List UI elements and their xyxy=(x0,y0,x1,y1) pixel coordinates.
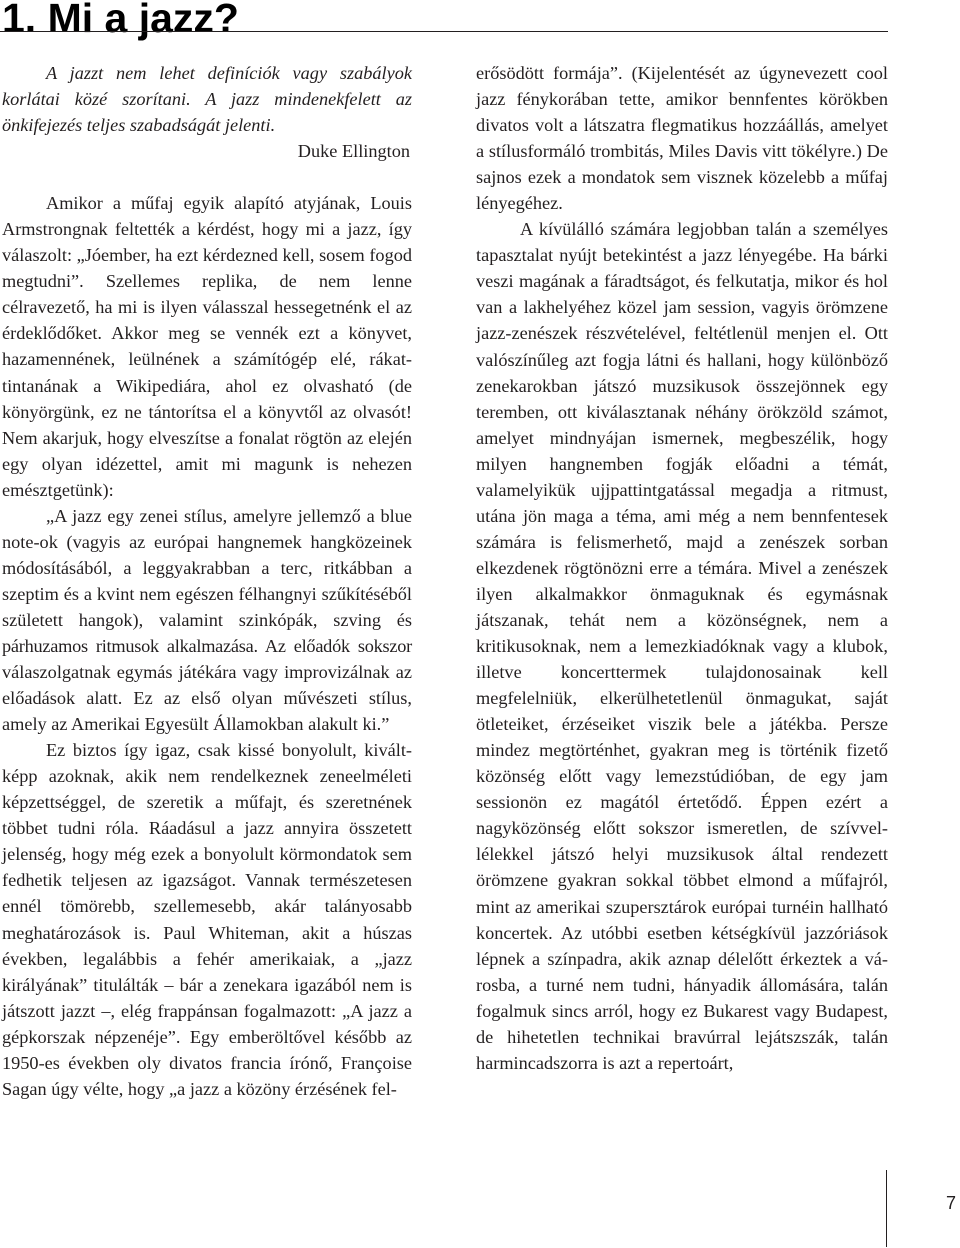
paragraph: erősödött formája”. (Kijelentését az úgynevezett cool jazz fénykorában tette, amikor bennfentes körökben divatos volt a látszatra flegmatikus hozzáállás, amelyet a stílusformáló trombitás, Miles Davis vitt tökélyre.) De sajnos ezek a mondatok sem visznek közelebb a műfaj lényegéhez. xyxy=(476,63,888,214)
wikipedia-quote-part: válaszolgatnak egymás játékára vagy improvizálnak az előadások alatt. Ez az első olyan művészeti stílus, amely az Amerikai Egyesült Államokban alakult ki.” xyxy=(2,662,412,735)
title-rule xyxy=(0,31,888,32)
paragraph: A kívülálló számára legjobban talán a személyes tapasztalat nyújt betekintést a jazz lényegébe. Ha bárki veszi magának a fáradtságot, és felkutatja, mikor és hol van a lakhelyéhez közel jam session, vagyis örömzene jazz-zenészek részvételével, feltétlenül menjen el. Ott valószínűleg azt fogja látni és hallani, hogy különböző zenekarokban játszó muzsikusok összejönnek egy teremben, ott kiválasztanak néhány örökzöld számot, amelyet mindnyájan ismernek, megbeszélik, hogy milyen hangnemben fogják előadni a témát, valamelyikük ujjpattintgatással megadja a ritmust, utána jön maga a téma, ami még a nem bennfentesek számára is felismerhető, majd a zenészek sorban elkezdenek rögtönözni erre a témára. Mivel a zenészek ilyen alkalmakkor önmaguknak és egymásnak játszanak, tehát nem a közönségnek, nem a kritikusoknak, nem a lemezkiadóknak vagy a klubok, illetve koncerttermek tulajdonosainak kell megfelelniük, elkerülhetetlenül önmagukat, saját ötleteiket, érzéseiket viszik bele a játékba. Persze mindez megtörténhet, gyakran meg is történik fizető közönség előtt vagy lemezstúdióban, de egy jam sessionön ez magától értetődő. Éppen ezért a nagyközönség előtt sokszor ismeretlen, de szívvel-lélekkel játszó helyi muzsikusok által rendezett örömzene gyakran sokkal többet elmond a műfajról, mint az amerikai szupersztárok európai turnéin hallható koncertek. Az utóbbi esetben kétségkívül jazzóriások lépnek a színpadra, akik aznap délelőtt érkeztek a városba, a turné nem tudni, hányadik állomására, talán fogalmuk sincs arról, hogy ez Bukarest vagy Budapest, de hihetetlen technikai bravúrral lejátszszák, talán harmincadszorra is azt a repertoárt, xyxy=(476,219,888,1073)
paragraph: Ez biztos így igaz, csak kissé bonyolult, kiváltképp azoknak, akik nem rendelkeznek zeneelméleti képzettséggel, de szeretik a műfajt, és szeretnének többet tudni róla. Ráadásul a jazz annyira összetett jelenség, hogy még ezek a bonyolult körmondatok sem fedhetik teljesen az igazságot. Vannak természetesen ennél tömörebb, szellemesebb, akár talányosabb meghatározások is. Paul Whiteman, akit a húszas években, legalábbis a fehér amerikaiak, a „jazz királyának” titulálták – bár a zenekara igazából nem is játszott jazzt –, elég frappánsan fogalmazott: „A jazz a gépkorszak népzenéje”. Egy emberöltővel később az 1950-es években oly divatos francia írónő, Françoise Sagan úgy vélte, hogy „a jazz a közöny érzésének fel- xyxy=(2,740,412,1099)
epigraph-author: Duke Ellington xyxy=(297,141,410,162)
right-column xyxy=(476,60,888,1076)
wikipedia-quote-paragraph xyxy=(2,503,412,737)
wikipedia-quote-part: „A jazz egy zenei stílus, amelyre jellemző a blue note-ok (vagyis az európai hangnemek hangközeinek módosításából, a leggyakrabban a terc, ritkábban a szeptim és a kvint nem egészen félhangnyi szűkítéséből született hangok), valamint szinkópák, szving és xyxy=(2,505,412,630)
epigraph-quote: A jazzt nem lehet definíciók vagy szabályok korlátai közé szorítani. A jazz mindenekfelett az önkifejezés teljes szabadságát jelenti. xyxy=(2,63,412,136)
left-column xyxy=(2,60,412,1102)
page-number: 7 xyxy=(946,1193,957,1213)
wikipedia-quote-part: Az előadók sokszor xyxy=(257,635,413,656)
wikipedia-quote-part xyxy=(2,636,412,656)
wikipedia-quote-part: párhuzamos ritmusok alkalmazása. xyxy=(2,635,258,656)
paragraph: Amikor a műfaj egyik alapító atyjának, Louis Armstrongnak feltették a kérdést, hogy mi a jazz, így válaszolt: „Jóember, ha ezt kérdezned kell, sosem fogod megtudni”. Szellemes replika, de nem lenne célravezető, ha mi is ilyen válasszal hessegetnénk el az érdeklődőket. Akkor meg se vennék ezt a könyvet, hazamennének, leülnének a számítógép elé, rákattintanának a Wikipediára, ahol ez olvasható (de könyörgünk, ez ne tántorítsa el a könyvtől az olvasót! Nem akarjuk, hogy elveszítse a fonalat rögtön az elején egy olyan idézettel, amit mi magunk is nehezen emésztgetünk): xyxy=(2,193,412,500)
footer-rule xyxy=(886,1170,887,1247)
chapter-title: 1. Mi a jazz? xyxy=(2,0,239,41)
